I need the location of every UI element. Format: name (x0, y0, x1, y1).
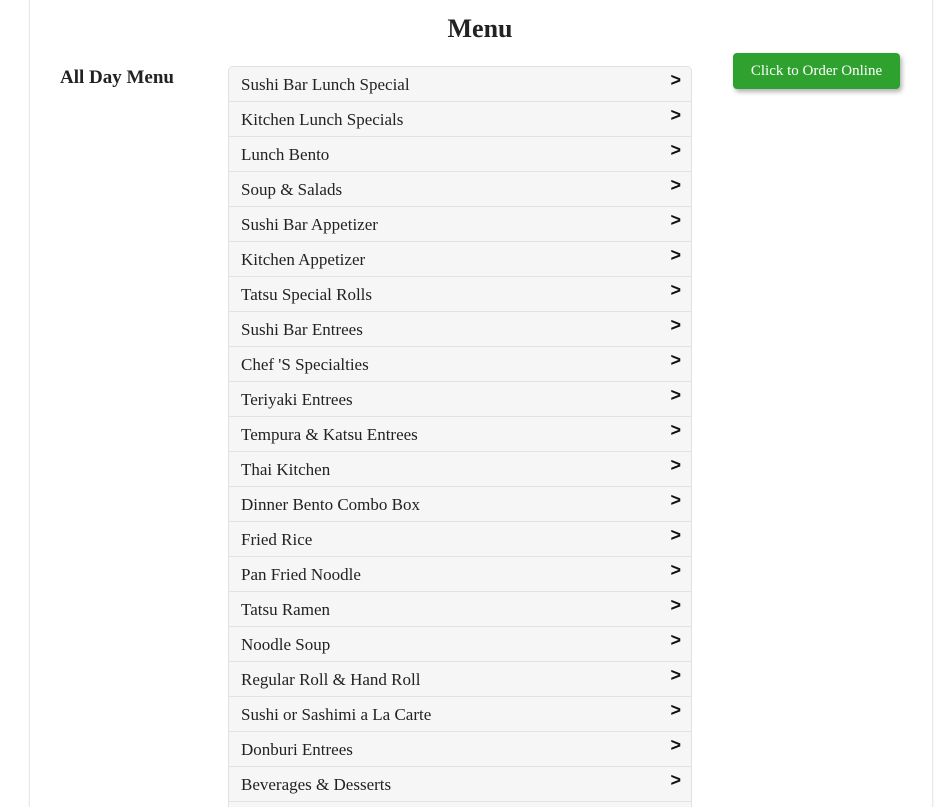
category-item[interactable] (229, 67, 691, 102)
category-item[interactable] (229, 312, 691, 347)
category-label: Kitchen Appetizer (241, 250, 366, 269)
page-title: Menu (447, 14, 513, 43)
category-item[interactable] (229, 522, 691, 557)
category-item[interactable] (229, 172, 691, 207)
category-item[interactable] (229, 417, 691, 452)
category-item[interactable] (229, 102, 691, 137)
category-label: Thai Kitchen (241, 460, 331, 479)
chevron-right-icon: > (670, 770, 681, 790)
category-label: Pan Fried Noodle (241, 565, 361, 584)
category-item[interactable] (229, 452, 691, 487)
chevron-right-icon: > (670, 280, 681, 300)
category-label: Sushi Bar Lunch Special (241, 75, 410, 94)
category-item[interactable] (229, 592, 691, 627)
category-label: Soup & Salads (241, 180, 343, 199)
category-item[interactable] (229, 627, 691, 662)
chevron-right-icon: > (670, 630, 681, 650)
chevron-right-icon: > (670, 455, 681, 475)
category-label: Sushi or Sashimi a La Carte (241, 705, 432, 724)
category-label: Regular Roll & Hand Roll (241, 670, 421, 689)
category-label: Tempura & Katsu Entrees (241, 425, 418, 444)
category-label: Sushi Bar Entrees (241, 320, 363, 339)
category-item[interactable] (229, 487, 691, 522)
category-item[interactable] (229, 347, 691, 382)
category-item[interactable] (229, 557, 691, 592)
category-label: Beverages & Desserts (241, 775, 392, 794)
chevron-right-icon: > (670, 315, 681, 335)
order-online-button[interactable]: Click to Order Online (733, 53, 900, 89)
category-label: Teriyaki Entrees (241, 390, 353, 409)
chevron-right-icon: > (670, 245, 681, 265)
chevron-right-icon: > (670, 700, 681, 720)
category-label: Donburi Entrees (241, 740, 353, 759)
category-label: Sushi Bar Appetizer (241, 215, 378, 234)
chevron-right-icon: > (670, 105, 681, 125)
category-label: Tatsu Ramen (241, 600, 330, 619)
category-item[interactable] (229, 697, 691, 732)
category-item[interactable] (229, 802, 691, 807)
category-label: Lunch Bento (241, 145, 330, 164)
chevron-right-icon: > (670, 140, 681, 160)
category-item[interactable] (229, 137, 691, 172)
category-item[interactable] (229, 382, 691, 417)
category-item[interactable] (229, 732, 691, 767)
category-label: Tatsu Special Rolls (241, 285, 373, 304)
category-item[interactable] (229, 242, 691, 277)
chevron-right-icon: > (670, 350, 681, 370)
category-label: Kitchen Lunch Specials (241, 110, 404, 129)
chevron-right-icon: > (670, 665, 681, 685)
chevron-right-icon: > (670, 490, 681, 510)
category-label: Noodle Soup (241, 635, 331, 654)
chevron-right-icon: > (670, 210, 681, 230)
category-label: Fried Rice (241, 530, 313, 549)
chevron-right-icon: > (670, 735, 681, 755)
category-item[interactable] (229, 207, 691, 242)
category-label: Dinner Bento Combo Box (241, 495, 420, 514)
chevron-right-icon: > (670, 420, 681, 440)
chevron-right-icon: > (670, 595, 681, 615)
menu-name[interactable]: All Day Menu (60, 67, 174, 88)
category-item[interactable] (229, 277, 691, 312)
category-list (228, 66, 692, 807)
chevron-right-icon: > (670, 385, 681, 405)
chevron-right-icon: > (670, 70, 681, 90)
category-label: Chef 'S Specialties (241, 355, 369, 374)
category-item[interactable] (229, 662, 691, 697)
chevron-right-icon: > (670, 175, 681, 195)
chevron-right-icon: > (670, 525, 681, 545)
category-item[interactable] (229, 767, 691, 802)
chevron-right-icon: > (670, 560, 681, 580)
